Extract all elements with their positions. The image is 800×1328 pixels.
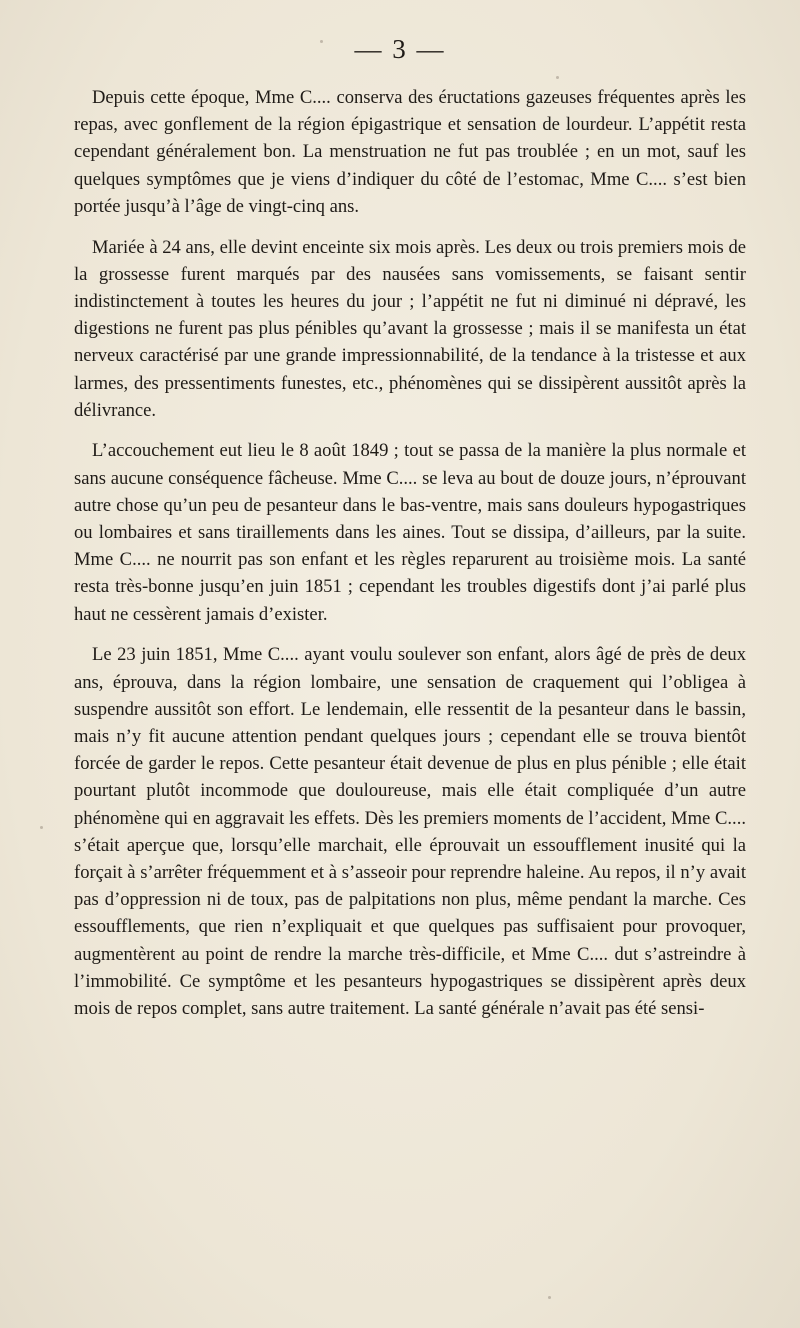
paper-speck — [548, 1296, 551, 1299]
paper-speck — [556, 76, 559, 79]
paragraph-3: L’accouchement eut lieu le 8 août 1849 ; tout se passa de la manière la plus normale et sans aucune conséquence fâcheuse. Mme C.... se leva au bout de douze jours, n’éprouvant autre chose qu’un peu de pesanteur dans le bas-ventre, mais sans douleurs hypogastriques ou lombaires et sans tiraillements dans les aines. Tout se dissipa, d’ailleurs, par la suite. Mme C.... ne nourrit pas son enfant et les règles reparurent au troisième mois. La santé resta très-bonne jusqu’en juin 1851 ; cependant les troubles digestifs dont j’ai parlé plus haut ne cessèrent jamais d’exister. — [74, 440, 746, 625]
page-number: — 3 — — [354, 34, 446, 64]
paragraph-4: Le 23 juin 1851, Mme C.... ayant voulu soulever son enfant, alors âgé de près de deux ans, éprouva, dans la région lombaire, une sensation de craquement qui l’obligea à suspendre aussitôt son effort. Le lendemain, elle ressentit de la pesanteur dans le bassin, mais n’y fit aucune attention pendant quelques jours ; cependant elle se trouva bientôt forcée de garder le repos. Cette pesanteur était devenue de plus en plus pénible ; elle était pourtant plutôt incommode que douloureuse, mais elle était compliquée d’un autre phénomène qui en aggravait les effets. Dès les premiers moments de l’accident, Mme C.... s’était aperçue que, lorsqu’elle marchait, elle éprouvait un essoufflement inusité qui la forçait à s’arrêter fréquemment et à s’asseoir pour reprendre haleine. Au repos, il n’y avait pas d’oppression ni de toux, pas de palpitations non plus, même pendant la marche. Ces essoufflements, que rien n’expliquait et que quelques pas suffisaient pour provoquer, augmentèrent au point de rendre la marche très-difficile, et Mme C.... dut s’astreindre à l’immobilité. Ce symptôme et les pesanteurs hypogastriques se dissipèrent après deux mois de repos complet, sans autre traitement. La santé générale n’avait pas été sensi- — [74, 644, 746, 1019]
paragraph-2: Mariée à 24 ans, elle devint enceinte six mois après. Les deux ou trois premiers mois de la grossesse furent marqués par des nausées sans vomissements, se faisant sentir indistinctement à toutes les heures du jour ; l’appétit ne fut ni diminué ni dépravé, les digestions ne furent pas plus pénibles qu’avant la grossesse ; mais il se manifesta un état nerveux caractérisé par une grande impressionnabilité, de la tendance à la tristesse et aux larmes, des pressentiments funestes, etc., phénomènes qui se dissipèrent aussitôt après la délivrance. — [74, 236, 746, 421]
body-text — [74, 84, 746, 1036]
paper-speck — [40, 826, 43, 829]
paper-speck — [320, 40, 323, 43]
paragraph-1: Depuis cette époque, Mme C.... conserva des éructations gazeuses fréquentes après les repas, avec gonflement de la région épigastrique et sensation de lourdeur. L’appétit resta cependant généralement bon. La menstruation ne fut pas troublée ; en un mot, sauf les quelques symptômes que je viens d’indiquer du côté de l’estomac, Mme C.... s’est bien portée jusqu’à l’âge de vingt-cinq ans. — [74, 87, 746, 217]
